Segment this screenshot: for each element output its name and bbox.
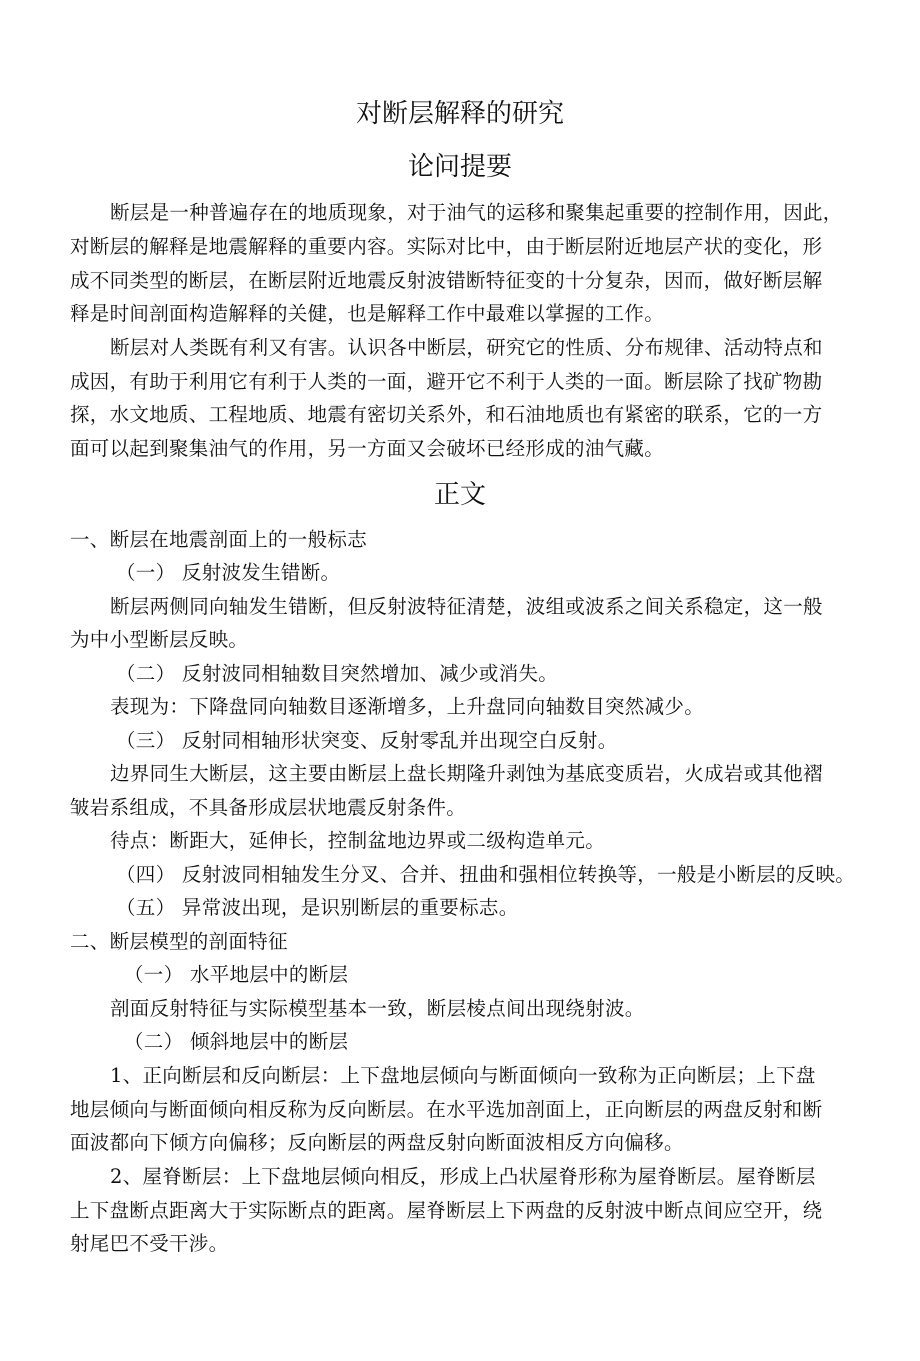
section1-sub3-note: 待点：断距大，延伸长，控制盆地边界或二级构造单元。 xyxy=(110,829,606,852)
section2-sub2: （二） 倾斜地层中的断层 xyxy=(124,1030,349,1053)
section2-item2-line: 射尾巴不受干涉。 xyxy=(70,1232,229,1255)
abstract-p2-line: 探，水文地质、工程地质、地震有密切关系外，和石油地质也有紧密的联系，它的一方 xyxy=(70,403,823,426)
abstract-p1-line: 释是时间剖面构造解释的关健，也是解释工作中最难以掌握的工作。 xyxy=(70,302,665,325)
section1-sub1: （一） 反射波发生错断。 xyxy=(116,561,341,584)
abstract-p1-line: 断层是一种普遍存在的地质现象，对于油气的运移和聚集起重要的控制作用，因此， xyxy=(110,201,843,224)
section1-sub5: （五） 异常波出现，是识别断层的重要标志。 xyxy=(116,896,519,919)
document-title: 对断层解释的研究 xyxy=(355,99,564,129)
section2-item2-line: 上下盘断点距离大于实际断点的距离。屋脊断层上下两盘的反射波中断点间应空开，绕 xyxy=(70,1199,823,1222)
section1-sub4: （四） 反射波同相轴发生分叉、合并、扭曲和强相位转换等，一般是小断层的反映。 xyxy=(116,863,856,886)
section2-sub1: （一） 水平地层中的断层 xyxy=(124,963,349,986)
abstract-p2-line: 断层对人类既有利又有害。认识各中断层，研究它的性质、分布规律、活动特点和 xyxy=(110,336,823,359)
abstract-heading: 论问提要 xyxy=(407,152,512,182)
abstract-p2-line: 成因，有助于利用它有利于人类的一面，避开它不利于人类的一面。断层除了找矿物勘 xyxy=(70,370,823,393)
abstract-p1-line: 成不同类型的断层，在断层附近地震反射波错断特征变的十分复杂，因而，做好断层解 xyxy=(70,269,823,292)
section1-sub3: （三） 反射同相轴形状突变、反射零乱并出现空白反射。 xyxy=(116,729,618,752)
abstract-p1-line: 对断层的解释是地震解释的重要内容。实际对比中，由于断层附近地层产状的变化，形 xyxy=(70,235,823,258)
section2-item1-line: 面波都向下倾方向偏移；反向断层的两盘反射向断面波相反方向偏移。 xyxy=(70,1131,684,1154)
section2-title: 二、断层模型的剖面特征 xyxy=(70,930,288,953)
body-heading: 正文 xyxy=(433,480,486,510)
section1-sub2-text: 表现为：下降盘同向轴数目逐渐增多，上升盘同向轴数目突然减少。 xyxy=(110,695,705,718)
section1-sub3-text: 边界同生大断层，这主要由断层上盘长期隆升剥蚀为基底变质岩，火成岩或其他褶 xyxy=(110,762,823,785)
section1-sub3-text: 皱岩系组成，不具备形成层状地震反射条件。 xyxy=(70,796,467,819)
section2-item2-line: 2、屋脊断层：上下盘地层倾向相反，形成上凸状屋脊形称为屋脊断层。屋脊断层 xyxy=(110,1165,816,1188)
section2-sub1-text: 剖面反射特征与实际模型基本一致，断层棱点间出现绕射波。 xyxy=(110,997,645,1020)
abstract-p2-line: 面可以起到聚集油气的作用，另一方面又会破坏已经形成的油气藏。 xyxy=(70,437,665,460)
section2-item1-line: 1、正向断层和反向断层：上下盘地层倾向与断面倾向一致称为正向断层；上下盘 xyxy=(110,1064,816,1087)
section1-sub1-text: 断层两侧同向轴发生错断，但反射波特征清楚，波组或波系之间关系稳定，这一般 xyxy=(110,595,823,618)
section1-sub1-text: 为中小型断层反映。 xyxy=(70,628,249,651)
section1-title: 一、断层在地震剖面上的一般标志 xyxy=(70,528,368,551)
section1-sub2: （二） 反射波同相轴数目突然增加、减少或消失。 xyxy=(116,662,559,685)
section2-item1-line: 地层倾向与断面倾向相反称为反向断层。在水平选加剖面上，正向断层的两盘反射和断 xyxy=(70,1098,823,1121)
